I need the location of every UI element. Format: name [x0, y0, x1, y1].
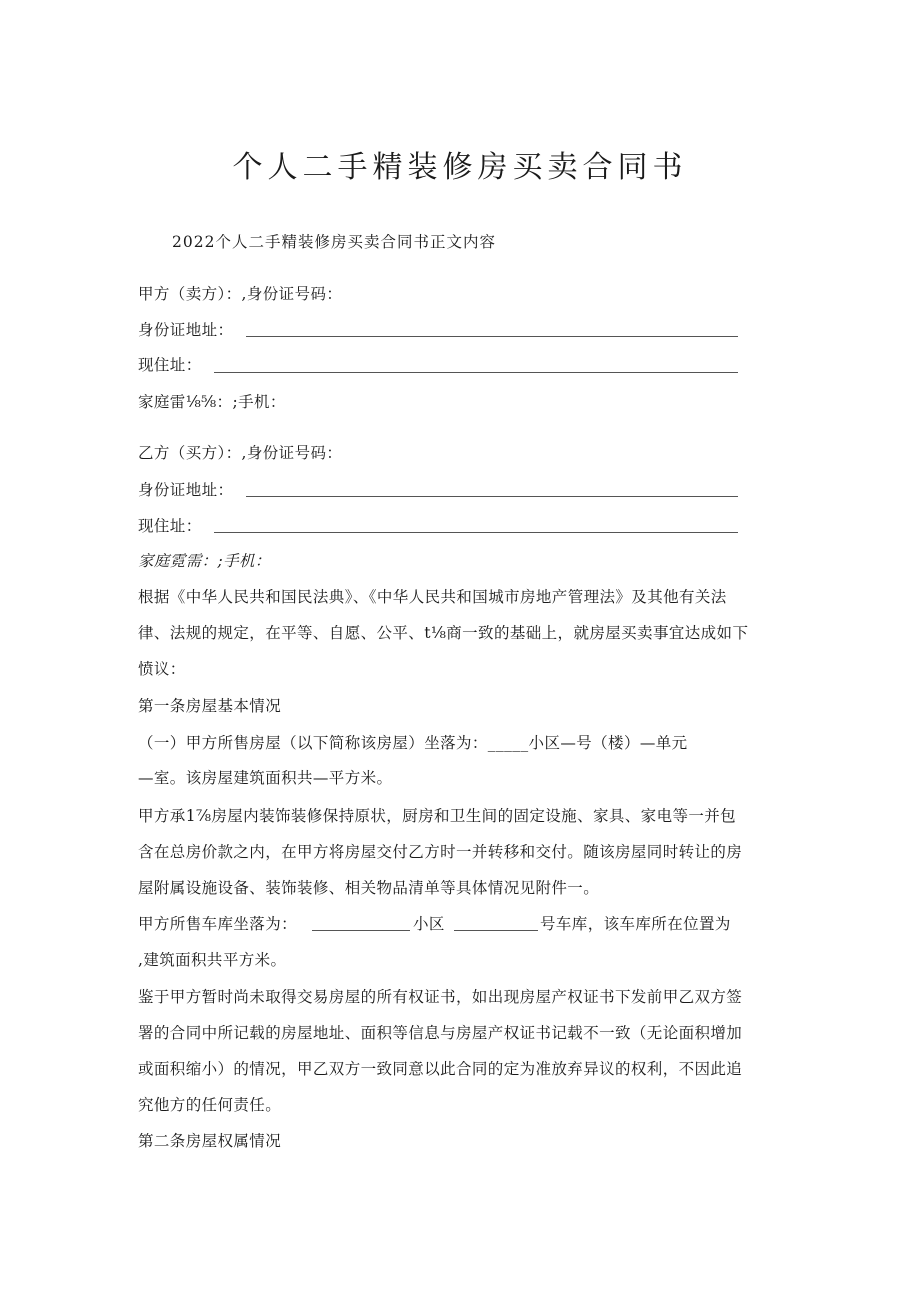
article-1-para-line: 署的合同中所记载的房屋地址、面积等信息与房屋产权证书记载不一致（无论面积增加: [138, 1024, 743, 1042]
party-a-address-label: 现住址：: [138, 356, 202, 374]
article-1-heading: 第一条房屋基本情况: [138, 697, 282, 715]
article-1-item-1-line: （一）甲方所售房屋（以下简称该房屋）坐落为：_____小区—号（楼）—单元: [138, 734, 688, 752]
article-1-para-line: 鉴于甲方暂时尚未取得交易房屋的所有权证书，如出现房屋产权证书下发前甲乙双方签: [138, 988, 743, 1006]
garage-community-field[interactable]: [312, 930, 410, 931]
document-subtitle: 2022个人二手精装修房买卖合同书正文内容: [172, 233, 496, 251]
garage-number-field[interactable]: [454, 930, 538, 931]
preamble-line: 律、法规的规定，在平等、自愿、公平、t⅛商一致的基础上，就房屋买卖事宜达成如下: [138, 624, 749, 642]
garage-prefix: 甲方所售车库坐落为：: [138, 915, 298, 933]
party-b-line: 乙方（买方）：,身份证号码：: [138, 444, 343, 462]
preamble-line: 根据《中华人民共和国民法典》、《中华人民共和国城市房地产管理法》及其他有关法: [138, 588, 727, 606]
party-b-address-label: 现住址：: [138, 517, 202, 535]
document-title: 个人二手精装修房买卖合同书: [232, 150, 688, 185]
party-b-address-field[interactable]: [214, 532, 738, 533]
preamble-line: 愤议：: [138, 660, 186, 678]
garage-suffix: 号车库，该车库所在位置为: [540, 915, 731, 933]
garage-mid-label: 小区: [413, 915, 445, 933]
party-a-id-address-field[interactable]: [246, 336, 738, 337]
party-a-address-field[interactable]: [214, 372, 738, 373]
article-2-heading: 第二条房屋权属情况: [138, 1132, 282, 1150]
party-b-id-address-label: 身份证地址：: [138, 481, 234, 499]
party-a-id-address-label: 身份证地址：: [138, 321, 234, 339]
party-a-phone-line: 家庭雷⅛⅝：;手机：: [138, 393, 286, 411]
article-1-para-line: 屋附属设施设备、装饰装修、相关物品清单等具体情况见附件一。: [138, 879, 600, 897]
article-1-para-line: 甲方承1⅞房屋内装饰装修保持原状，厨房和卫生间的固定设施、家具、家电等一并包: [138, 807, 737, 825]
party-b-id-address-field[interactable]: [246, 496, 738, 497]
article-1-para-line: 或面积缩小）的情况，甲乙双方一致同意以此合同的定为准放弃异议的权利，不因此追: [138, 1060, 743, 1078]
garage-line-2: ,建筑面积共平方米。: [138, 951, 287, 969]
party-a-line: 甲方（卖方）：,身份证号码：: [138, 285, 343, 303]
party-b-phone-line: 家庭霓需：;手机：: [138, 552, 271, 570]
article-1-para-line: 含在总房价款之内，在甲方将房屋交付乙方时一并转移和交付。随该房屋同时转让的房: [138, 843, 743, 861]
article-1-item-1-line: —室。该房屋建筑面积共—平方米。: [138, 769, 393, 787]
article-1-para-line: 究他方的任何责任。: [138, 1096, 282, 1114]
